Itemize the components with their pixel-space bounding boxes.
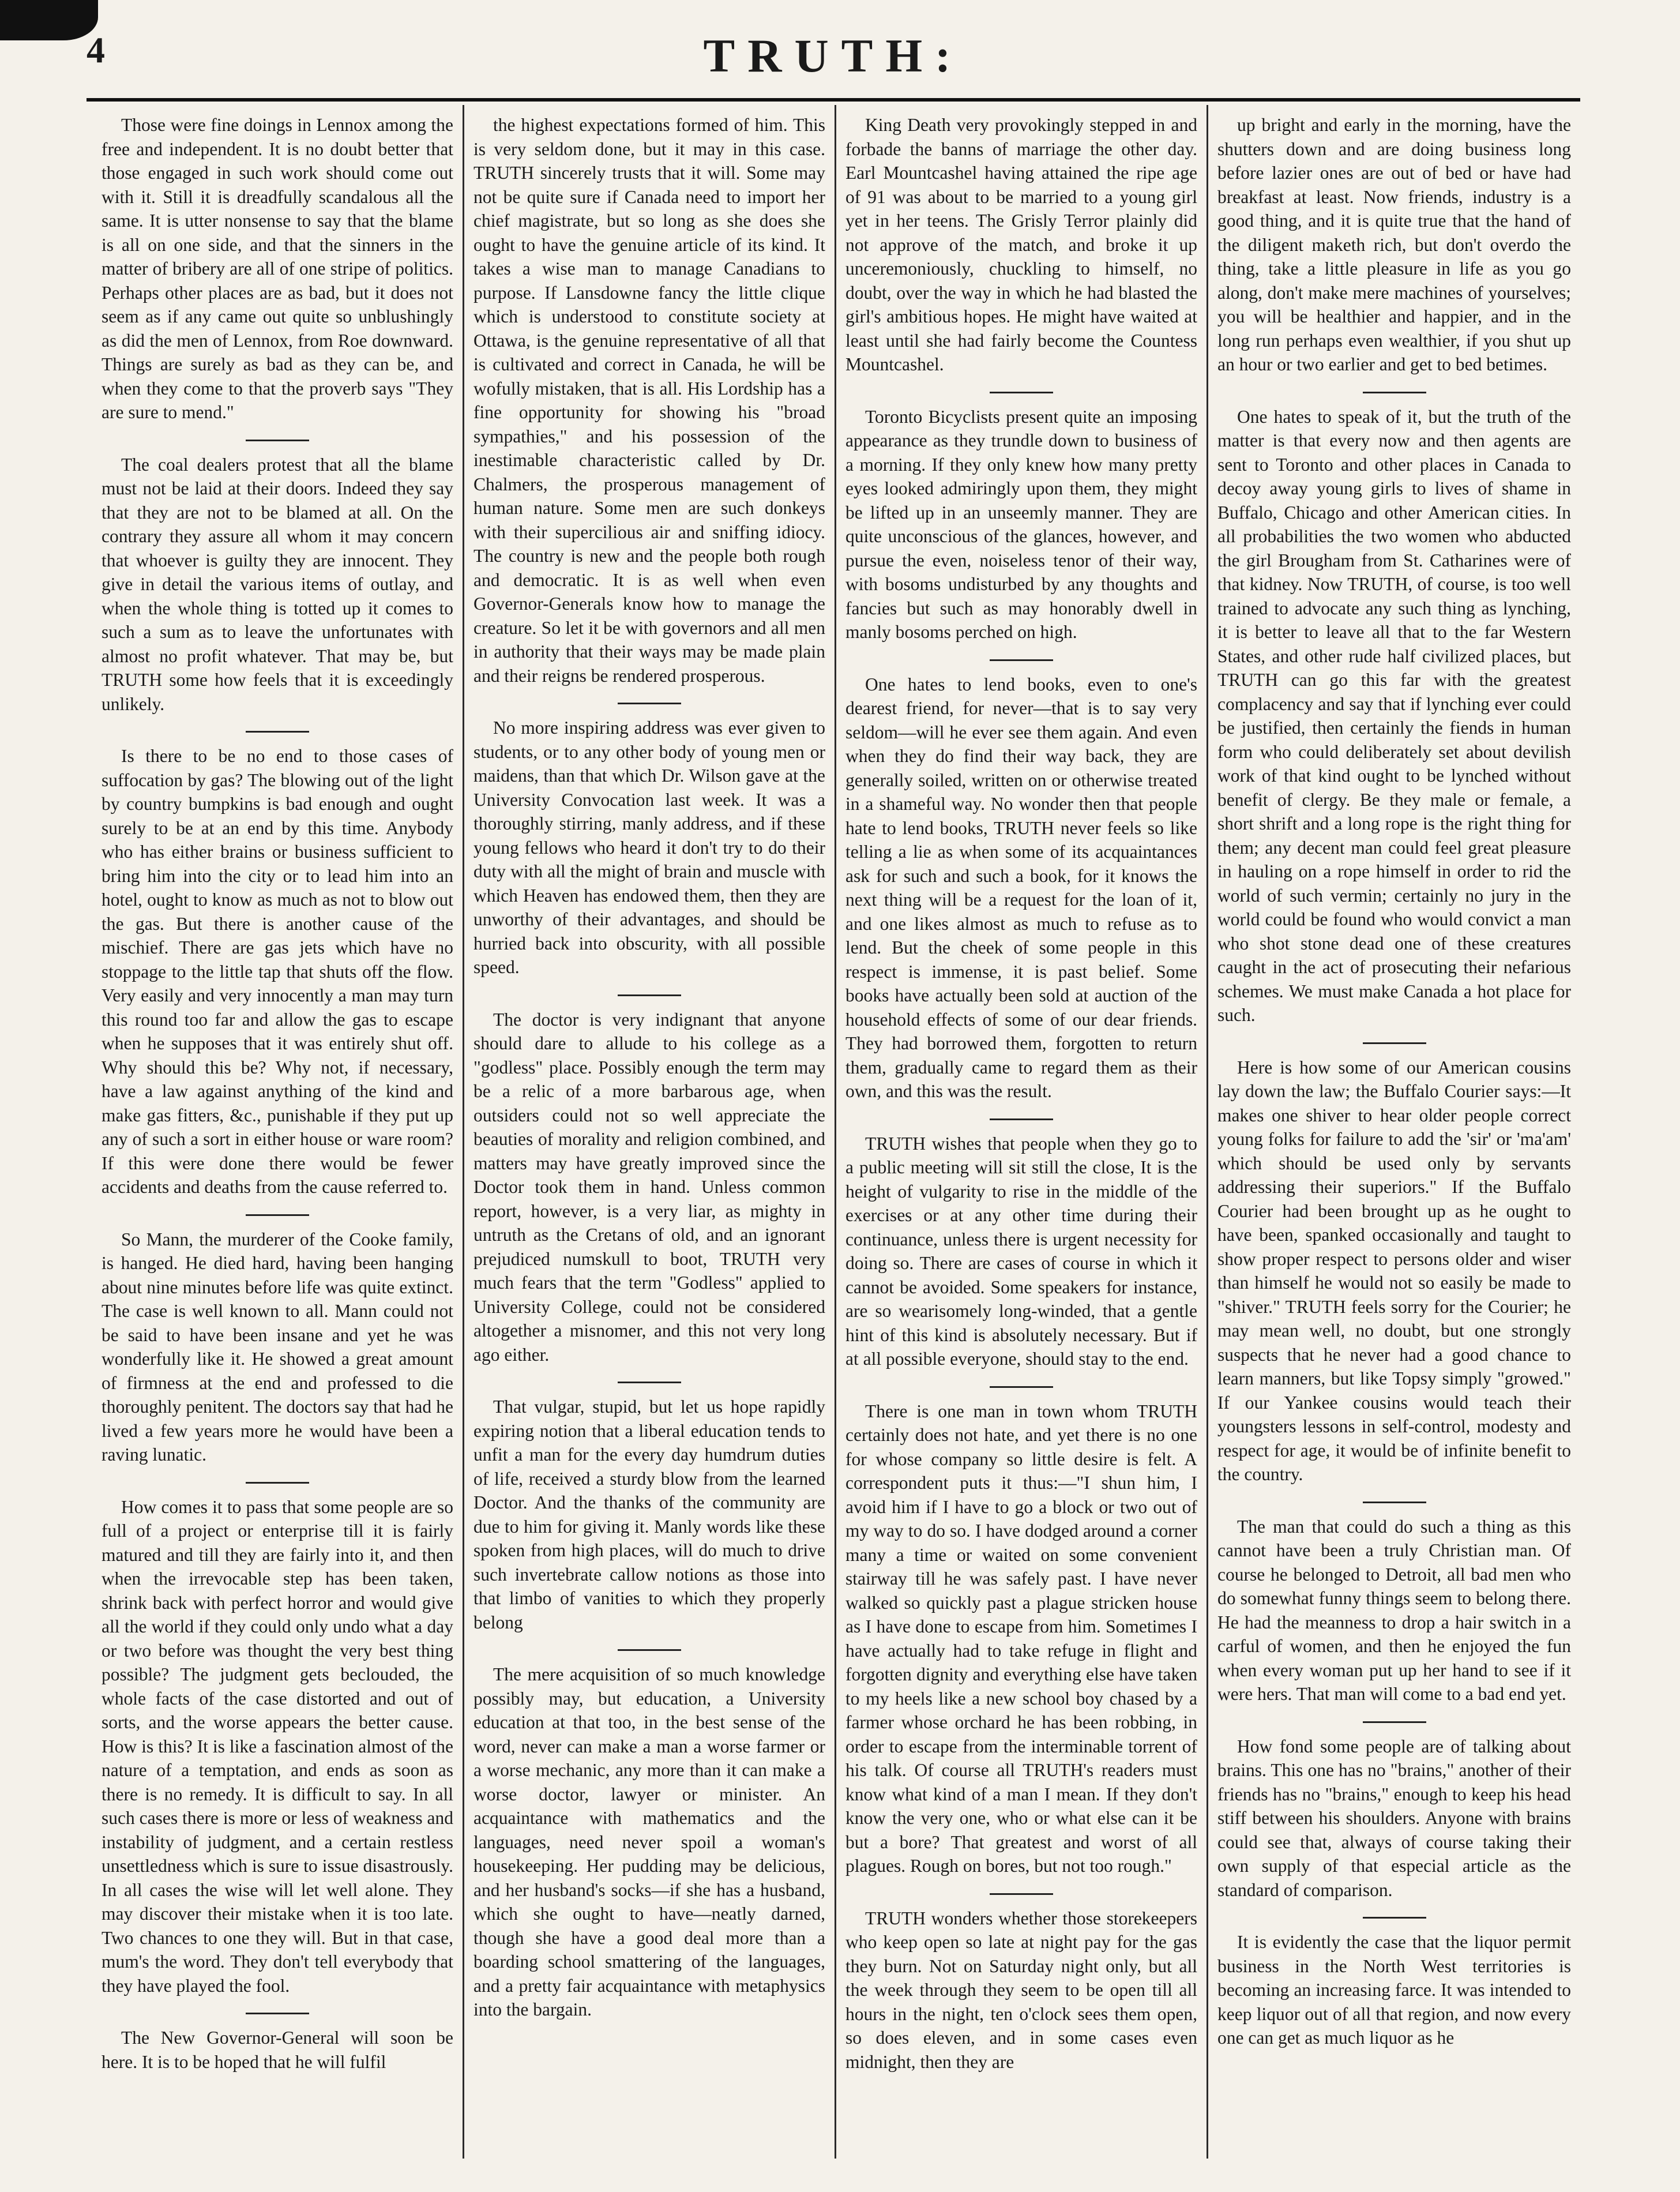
separator-rule <box>246 2013 309 2014</box>
article-paragraph: Here is how some of our American cousins lay down the law; the Buffalo Courier says:—It makes one shiver to hear older people correct young folks for failure to add the 'sir' or 'ma'am' which should be used only by servants addressing their superiors." If the Buffalo Courier had been brought up as he ought to have been, spanked occasionally and taught to show proper respect to persons older and wiser than himself he would not so easily be made to "shiver." TRUTH feels sorry for the Courier; he may mean well, no doubt, but one strongly suspects that he never had a good chance to learn manners, but like Topsy simply "growed." If our Yankee cousins would teach their youngsters lessons in self-control, modesty and respect for age, it would be of infinite benefit to the country. <box>1217 1057 1571 1484</box>
article-paragraph: Toronto Bicyclists present quite an imposing appearance as they trundle down to business of a morning. If they only knew how many pretty eyes looked admiringly upon them, they might be lifted up in an unseemly manner. They are quite unconscious of the glances, however, and pursue the even, noiseless tenor of their way, with bosoms undisturbed by any thoughts and fancies but such as may honorably dwell in manly bosoms perched on high. <box>845 406 1197 642</box>
article-paragraph: There is one man in town whom TRUTH certainly does not hate, and yet there is no one for whose company so little desire is felt. A correspondent puts it thus:—"I shun him, I avoid him if I have to go a block or two out of my way to do so. I have dodged around a corner many a time or waited on some convenient stairway till he was safely past. I have never walked so quickly past a plague stricken house as I have done to escape from him. Sometimes I have actually had to take refuge in flight and forgotten dignity and everything else have taken to my heels like a new school boy chased by a farmer whose orchard he has been robbing, in order to escape from the interminable torrent of his talk. Of course all TRUTH's readers must know what kind of a man I mean. If they don't know the very one, who or what else can it be but a bore? That greatest and worst of all plagues. Rough on bores, but not too rough." <box>845 1401 1197 1876</box>
column-3 <box>836 105 1208 2159</box>
separator-rule <box>618 1382 681 1383</box>
separator-rule <box>1363 1721 1426 1723</box>
separator-rule <box>246 1214 309 1216</box>
separator-rule <box>1363 392 1426 393</box>
header-rule <box>87 98 1580 102</box>
separator-rule <box>246 1482 309 1484</box>
article-paragraph: The man that could do such a thing as this cannot have been a truly Christian man. Of course he belonged to Detroit, all bad men who do somewhat funny things seem to belong there. He had the meanness to drop a hair switch in a carful of women, and then he enjoyed the fun when every woman put up her hand to see if it were hers. That man will come to a bad end yet. <box>1217 1516 1571 1704</box>
separator-rule <box>990 392 1053 393</box>
article-paragraph: One hates to speak of it, but the truth of the matter is that every now and then agents are sent to Toronto and other places in Canada to decoy away young girls to lives of shame in Buffalo, Chicago and other American cities. In all probabilities the two women who abducted the girl Brougham from St. Catharines were of that kidney. Now TRUTH, of course, is too well trained to advocate any such thing as lynching, it is better to leave all that to the far Western States, and other rude half civilized places, but TRUTH can go this far with the greatest complacency and say that if lynching ever could be justified, then certainly the fiends in human form who could deliberately set about devilish work of that kind ought to be lynched without benefit of clergy. Be they male or female, a short shrift and a long rope is the right thing for them; any decent man could feel great pleasure in hauling on a rope himself in order to rid the world of such vermin; certainly no jury in the world could be found who would convict a man who shot stone dead one of these creatures caught in the act of prosecuting their nefarious schemes. We must make Canada a hot place for such. <box>1217 406 1571 1025</box>
separator-rule <box>1363 1042 1426 1044</box>
article-paragraph: Is there to be no end to those cases of suffocation by gas? The blowing out of the light by country bumpkins is bad enough and ought surely to be at an end by this time. Anybody who has either brains or business sufficient to bring him into the city or to lead him into an hotel, ought to know as much as not to blow out the gas. But there is another cause of the mischief. There are gas jets which have no stoppage to the little tap that shuts off the flow. Very easily and very innocently a man may turn this round too far and allow the gas to escape when he supposes that it was entirely shut off. Why should this be? Why not, if necessary, have a law against anything of the kind and make gas fitters, &c., punishable if they put up any of such a sort in either house or ware room? If this were done there would be fewer accidents and deaths from the cause referred to. <box>102 746 453 1197</box>
article-paragraph: The doctor is very indignant that anyone should dare to allude to his college as a "godless" place. Possibly enough the term may be a relic of a more barbarous age, when outsiders could not so well appreciate the beauties of morality and religion combined, and matters may have greatly improved since the Doctor took them in hand. Unless common report, however, is a very liar, as mighty in untruth as the Cretans of old, and an ignorant prejudiced numskull to boot, TRUTH very much fears that the term "Godless" applied to University College, could not be considered altogether a misnomer, and this not very long ago either. <box>473 1009 825 1365</box>
separator-rule <box>618 994 681 996</box>
article-paragraph: How comes it to pass that some people are so full of a project or enterprise till it is fairly matured and till they are fairly into it, and then when the irrevocable step has been taken, shrink back with perfect horror and would give all the world if they could only undo what a day or two before was thought the very best thing possible? The judgment gets beclouded, the whole facts of the case distorted and out of sorts, and the worse appears the better cause. How is this? It is like a fascination almost of the nature of a temptation, and ends as soon as there is no remedy. It is difficult to say. In all such cases there is more or less of weakness and instability of judgment, and a certain restless unsettledness which is sure to issue disastrously. In all cases the wise will let well alone. They may discover their mistake when it is too late. Two chances to one they will. But in that case, mum's the word. They don't tell everybody that they have played the fool. <box>102 1496 453 1996</box>
separator-rule <box>1363 1502 1426 1503</box>
separator-rule <box>990 1893 1053 1895</box>
separator-rule <box>246 731 309 733</box>
column-1 <box>92 105 464 2159</box>
separator-rule <box>618 1649 681 1651</box>
article-paragraph: TRUTH wishes that people when they go to a public meeting will sit still the close, It is the height of vulgarity to rise in the middle of the exercises or at any other time during their continuance, unless there is urgent necessity for doing so. There are cases of course in which it cannot be avoided. Some speakers for instance, are so wearisomely long-winded, that a gentle hint of this kind is absolutely necessary. But if at all possible everyone, should stay to the end. <box>845 1133 1197 1369</box>
separator-rule <box>1363 1917 1426 1919</box>
page-header <box>87 12 1580 101</box>
article-columns <box>92 105 1580 2159</box>
article-paragraph: So Mann, the murderer of the Cooke family, is hanged. He died hard, having been hanging about nine minutes before life was quite extinct. The case is well known to all. Mann could not be said to have been insane and yet he was wonderfully like it. He showed a great amount of firmness at the end and professed to die thoroughly penitent. The doctors say that had he lived a few years more he would have been a raving lunatic. <box>102 1229 453 1465</box>
article-paragraph: One hates to lend books, even to one's dearest friend, for never—that is to say very seldom—will he ever see them again. And even when they do find their way back, they are generally soiled, written on or otherwise treated in a shameful way. No wonder then that people hate to lend books, TRUTH never feels so like telling a lie as when some of its acquaintances ask for such and such a book, for it knows the next thing will be a request for the loan of it, and one likes almost as much to refuse as to lend. But the cheek of some people in this respect is immense, it is past belief. Some books have actually been sold at auction of the household effects of some of our dear friends. They had borrowed them, forgotten to return them, gradually came to regard them as their own, and this was the result. <box>845 674 1197 1101</box>
article-paragraph: up bright and early in the morning, have the shutters down and are doing business long before lazier ones are out of bed or have had breakfast at least. Now friends, industry is a good thing, and it is quite true that the hand of the diligent maketh rich, but don't overdo the thing, take a little pleasure in life as you go along, don't make mere machines of yourselves; you will be healthier and happier, and in the long run perhaps even wealthier, if you shut up an hour or two earlier and get to bed betimes. <box>1217 115 1571 374</box>
article-paragraph: No more inspiring address was ever given to students, or to any other body of young men or maidens, than that which Dr. Wilson gave at the University Convocation last week. It was a thoroughly stirring, manly address, and if these young fellows who heard it don't try to do their duty with all the might of brain and muscle with which Heaven has endowed them, then they are unworthy of their advantages, and should be hurried back into obscurity, with all possible speed. <box>473 718 825 977</box>
article-paragraph: It is evidently the case that the liquor permit business in the North West territories is becoming an increasing farce. It was intended to keep liquor out of all that region, and now every one can get as much liquor as he <box>1217 1932 1571 2048</box>
article-paragraph: How fond some people are of talking about brains. This one has no "brains," another of their friends has no "brains," enough to keep his head stiff between his shoulders. Anyone with brains could see that, always of course taking their own supply of that especial article as the standard of comparison. <box>1217 1736 1571 1900</box>
article-paragraph: The coal dealers protest that all the blame must not be laid at their doors. Indeed they say that they are not to be blamed at all. On the contrary they assure all whom it may concern that whoever is guilty they are innocent. They give in detail the various items of outlay, and when the whole thing is totted up it comes to such a sum as to leave the unfortunates with almost no profit whatever. That may be, but TRUTH some how feels that it is exceedingly unlikely. <box>102 454 453 714</box>
torn-corner-mark <box>0 0 98 40</box>
article-paragraph: The mere acquisition of so much knowledge possibly may, but education, a University education at that too, in the best sense of the word, never can make a man a worse farmer or a worse mechanic, any more than it can make a worse doctor, lawyer or minister. An acquaintance with mathematics and the languages, need never spoil a woman's housekeeping. Her pudding may be delicious, and her husband's socks—if she has a husband, which she ought to have—neatly darned, though she have a good deal more than a boarding school smattering of the languages, and a pretty fair acquaintance with metaphysics into the bargain. <box>473 1664 825 2020</box>
separator-rule <box>990 1386 1053 1388</box>
article-paragraph: That vulgar, stupid, but let us hope rapidly expiring notion that a liberal education tends to unfit a man for the every day humdrum duties of life, received a sturdy blow from the learned Doctor. And the thanks of the community are due to him for giving it. Manly words like these spoken from high places, will do much to drive such invertebrate callow notions as those into that limbo of vanities to which they properly belong <box>473 1397 825 1632</box>
article-paragraph: the highest expectations formed of him. This is very seldom done, but it may in this case. TRUTH sincerely trusts that it will. Some may not be quite sure if Canada need to import her chief magistrate, but so long as she does she ought to have the genuine article of its kind. It takes a wise man to manage Canadians to purpose. If Lansdowne fancy the little clique which is understood to constitute society at Ottawa, is the genuine representative of all that is cultivated and correct in Canada, he will be wofully mistaken, that is all. His Lordship has a fine opportunity for showing his "broad sympathies," and his possession of the inestimable characteristic called by Dr. Chalmers, the prosperous management of human nature. Some men are such donkeys with their supercilious air and sniffing idiocy. The country is new and the people both rough and democratic. It is as well when even Governor-Generals know how to manage the creature. So let it be with governors and all men in authority that their ways may be made plain and their reigns be rendered prosperous. <box>473 115 825 686</box>
separator-rule <box>990 659 1053 661</box>
separator-rule <box>618 703 681 704</box>
column-2 <box>464 105 836 2159</box>
column-4 <box>1208 105 1580 2159</box>
article-paragraph: TRUTH wonders whether those storekeepers who keep open so late at night pay for the gas they burn. Not on Saturday night only, but all the week through they seem to be open till all hours in the night, ten o'clock sees them open, so does eleven, and in some cases even midnight, then they are <box>845 1908 1197 2072</box>
article-paragraph: King Death very provokingly stepped in and forbade the banns of marriage the other day. Earl Mountcashel having attained the ripe age of 91 was about to be married to a young girl yet in her teens. The Grisly Terror plainly did not approve of the match, and broke it up unceremoniously, chuckling to himself, no doubt, over the way in which he had blasted the girl's ambitious hopes. He might have waited at least until she had fairly become the Countess Mountcashel. <box>845 115 1197 374</box>
article-paragraph: Those were fine doings in Lennox among the free and independent. It is no doubt better that those engaged in such work should come out with it. Still it is dreadfully scandalous all the same. It is utter nonsense to say that the blame is all on one side, and that the sinners in the matter of bribery are all of one stripe of politics. Perhaps other places are as bad, but it does not seem as if any came out quite so unblushingly as did the men of Lennox, from Roe downward. Things are surely as bad as they can be, and when they come to that the proverb says "They are sure to mend." <box>102 115 453 422</box>
article-paragraph: The New Governor-General will soon be here. It is to be hoped that he will fulfil <box>102 2028 453 2072</box>
separator-rule <box>990 1118 1053 1120</box>
page-number: 4 <box>87 29 105 70</box>
separator-rule <box>246 440 309 441</box>
masthead-title: TRUTH: <box>703 29 964 82</box>
